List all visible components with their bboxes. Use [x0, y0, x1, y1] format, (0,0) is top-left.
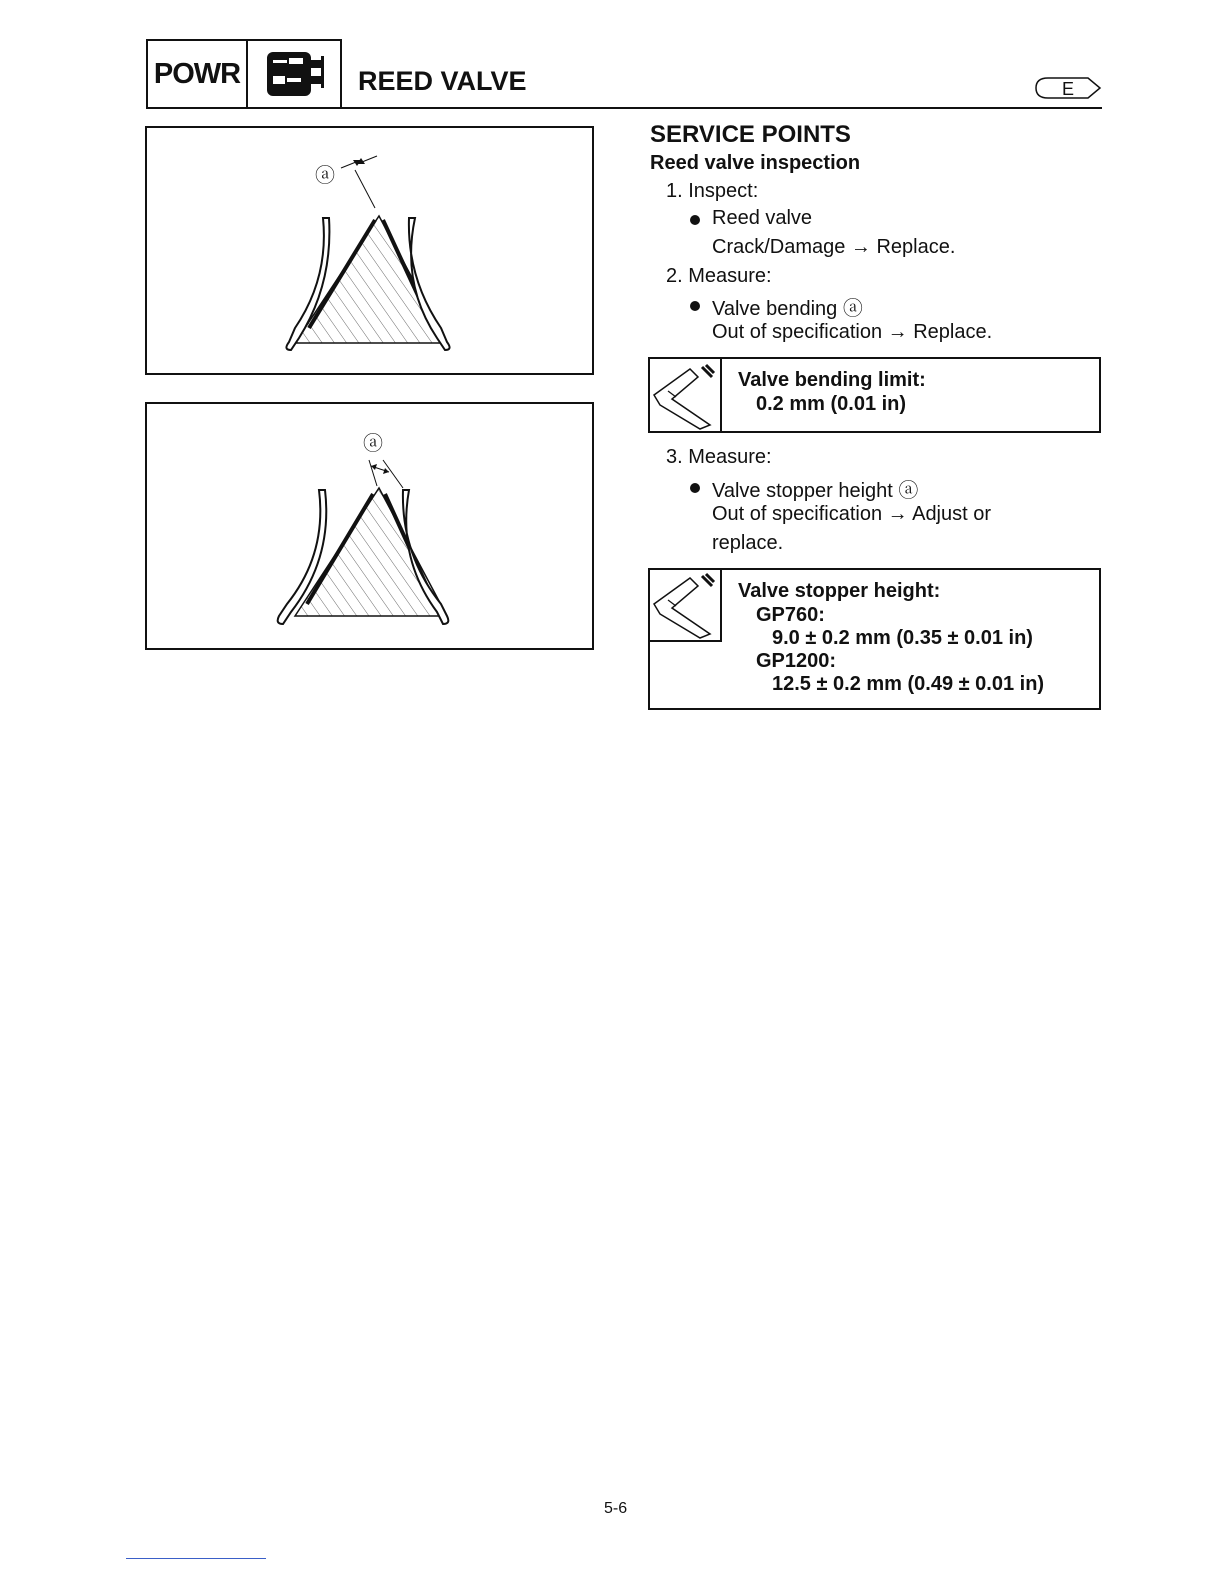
- valve-stopper-height-figure: [145, 402, 594, 650]
- valve-stopper-height-diagram: [147, 404, 592, 648]
- language-badge: [1034, 76, 1102, 105]
- spec2-model-gp1200: GP1200:: [756, 650, 837, 672]
- step-3-item: Valve stopper height ⓐ: [712, 480, 919, 502]
- spec1-title: Valve bending limit:: [738, 369, 926, 391]
- step-3-action-line-1: Out of specification → Adjust or: [712, 503, 992, 525]
- spec2-value-gp1200: 12.5 ± 0.2 mm (0.49 ± 0.01 in): [772, 673, 1045, 695]
- step-1: 1. Inspect:: [666, 180, 759, 202]
- bullet-icon: [690, 483, 700, 493]
- step-2: 2. Measure:: [666, 265, 772, 287]
- spec-icon-cell: [650, 359, 722, 433]
- page-title: REED VALVE: [358, 66, 527, 96]
- language-code: E: [1061, 79, 1075, 99]
- spec2-model-gp760: GP760:: [756, 604, 825, 626]
- service-points-heading: SERVICE POINTS: [650, 121, 851, 148]
- step-3-action-line-2: replace.: [712, 532, 784, 554]
- step-1-item: Reed valve: [712, 207, 813, 229]
- step-2-item: Valve bending ⓐ: [712, 298, 863, 320]
- page-number: 5-6: [604, 1500, 628, 1517]
- header-rule: [342, 107, 1102, 109]
- reed-valve-inspection-subheading: Reed valve inspection: [650, 152, 861, 174]
- bullet-icon: [690, 215, 700, 225]
- spec2-value-gp760: 9.0 ± 0.2 mm (0.35 ± 0.01 in): [772, 627, 1033, 649]
- section-code: POWR: [148, 41, 248, 107]
- caliper-icon: [650, 570, 720, 640]
- reed-valve-bending-figure: [145, 126, 594, 375]
- step-1-action: Crack/Damage → Replace.: [712, 236, 956, 258]
- spec2-title: Valve stopper height:: [738, 580, 941, 602]
- valve-stopper-height-box: [648, 568, 1101, 710]
- valve-bending-limit-box: [648, 357, 1101, 433]
- section-tab: [146, 39, 342, 109]
- bullet-icon: [690, 301, 700, 311]
- caliper-icon: [650, 359, 720, 431]
- step-3: 3. Measure:: [666, 446, 772, 468]
- step-2-action: Out of specification → Replace.: [712, 321, 993, 343]
- footer-rule: [126, 1558, 266, 1559]
- spec-icon-cell: [650, 570, 722, 642]
- spec1-value: 0.2 mm (0.01 in): [756, 393, 907, 415]
- fig1-callout-label: ⓐ: [315, 163, 335, 187]
- engine-icon: [248, 41, 340, 107]
- fig2-callout-label: ⓐ: [363, 431, 383, 455]
- reed-valve-bending-diagram: [147, 128, 592, 373]
